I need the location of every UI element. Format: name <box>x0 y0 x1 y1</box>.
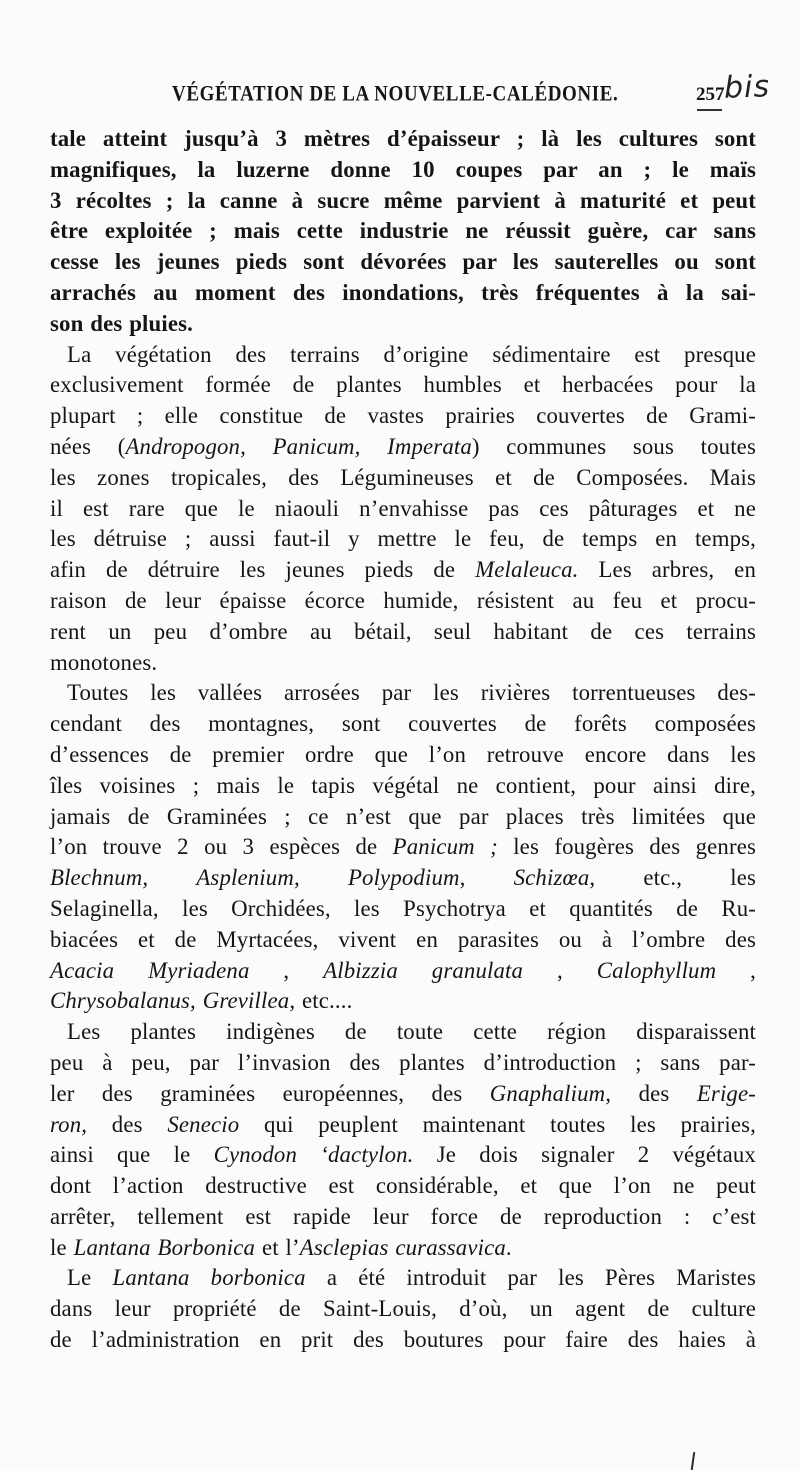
text-line: Les plantes indigènes de toute cette région disparaissent <box>67 1019 756 1045</box>
text-line: rent un peu d’ombre au bétail, seul habitant de ces terrains <box>50 618 756 644</box>
text-line: îles voisines ; mais le tapis végétal ne contient, pour ainsi dire, <box>50 772 756 798</box>
text-line: plupart ; elle constitue de vastes prairies couvertes de Grami- <box>50 403 756 429</box>
text-line: arrêter, tellement est rapide leur force de reproduction : c’est <box>50 1203 756 1229</box>
text-line: dont l’action destructive est considérable, et que l’on ne peut <box>50 1173 756 1199</box>
text-line: l’on trouve 2 ou 3 espèces de Panicum ; les fougères des genres <box>50 834 756 860</box>
text-line: Selaginella, les Orchidées, les Psychotrya et quantités de Ru- <box>50 895 756 921</box>
stray-pen-mark <box>691 1452 695 1470</box>
text-line: cendant des montagnes, sont couvertes de forêts composées <box>50 711 756 737</box>
text-line: le Lantana Borbonica et l’Asclepias curassavica. <box>50 1234 512 1260</box>
text-line: nées (Andropogon, Panicum, Imperata) communes sous toutes <box>50 433 756 459</box>
text-line: d’essences de premier ordre que l’on retrouve encore dans les <box>50 741 756 767</box>
text-line: de l’administration en prit des boutures pour faire des haies à <box>50 1327 756 1353</box>
text-line: La végétation des terrains d’origine sédimentaire est presque <box>67 341 756 367</box>
text-line: les détruise ; aussi faut-il y mettre le feu, de temps en temps, <box>50 526 756 552</box>
text-line: les zones tropicales, des Légumineuses et de Composées. Mais <box>50 464 756 490</box>
text-line: raison de leur épaisse écorce humide, résistent au feu et procu- <box>50 587 756 613</box>
text-line: ron, des Senecio qui peuplent maintenant toutes les prairies, <box>50 1111 756 1137</box>
text-line: ainsi que le Cynodon ‘dactylon. Je dois signaler 2 végétaux <box>50 1142 756 1168</box>
body-text <box>50 124 756 1356</box>
text-line: jamais de Graminées ; ce n’est que par places très limitées que <box>50 803 756 829</box>
text-line: magnifiques, la luzerne donne 10 coupes par an ; le maïs <box>50 156 756 182</box>
text-line: afin de détruire les jeunes pieds de Melaleuca. Les arbres, en <box>50 557 756 583</box>
text-line: monotones. <box>50 649 158 675</box>
text-line: Le Lantana borbonica a été introduit par les Pères Maristes <box>67 1265 757 1291</box>
text-line: Acacia Myriadena , Albizzia granulata , Calophyllum , <box>50 957 756 983</box>
page-number-underline <box>697 109 722 111</box>
page-header <box>0 69 800 112</box>
page-number: 257 <box>696 84 725 105</box>
text-line: cesse les jeunes pieds sont dévorées par les sauterelles ou sont <box>50 249 756 275</box>
text-line: arrachés au moment des inondations, très fréquentes à la sai- <box>50 279 756 305</box>
text-line: dans leur propriété de Saint-Louis, d’où, un agent de culture <box>50 1296 756 1322</box>
text-line: 3 récoltes ; la canne à sucre même parvient à maturité et peut <box>50 187 756 213</box>
text-line: peu à peu, par l’invasion des plantes d’introduction ; sans par- <box>50 1049 756 1075</box>
text-line: tale atteint jusqu’à 3 mètres d’épaisseur ; là les cultures sont <box>50 126 756 151</box>
handwritten-annotation: bis <box>723 69 771 106</box>
text-line: être exploitée ; mais cette industrie ne réussit guère, car sans <box>50 218 756 244</box>
running-head: VÉGÉTATION DE LA NOUVELLE-CALÉDONIE. <box>172 82 619 107</box>
text-line: ler des graminées européennes, des Gnaphalium, des Erige- <box>50 1080 756 1106</box>
text-line: biacées et de Myrtacées, vivent en parasites ou à l’ombre des <box>50 926 756 952</box>
text-line: exclusivement formée de plantes humbles et herbacées pour la <box>50 372 756 398</box>
text-line: Chrysobalanus, Grevillea, etc.... <box>50 988 353 1014</box>
text-line: Toutes les vallées arrosées par les rivières torrentueuses des- <box>67 680 756 706</box>
text-line: Blechnum, Asplenium, Polypodium, Schizœa, etc., les <box>50 865 756 891</box>
text-line: il est rare que le niaouli n’envahisse pas ces pâturages et ne <box>50 495 756 521</box>
text-line: son des pluies. <box>50 310 193 336</box>
